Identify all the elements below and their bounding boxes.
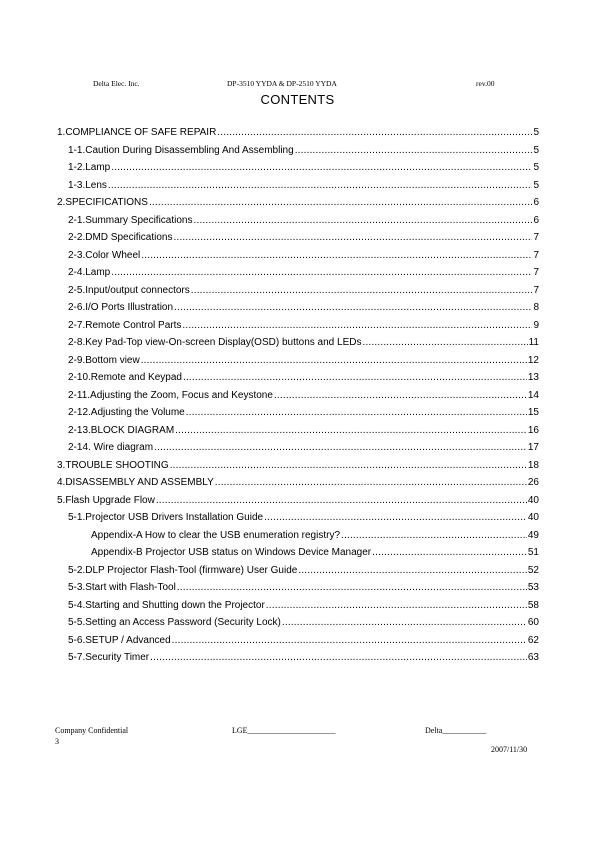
toc-entry-label: 2-2.DMD Specifications — [68, 232, 173, 243]
toc-entry[interactable] — [68, 214, 539, 227]
toc-entry[interactable] — [68, 144, 539, 157]
toc-entry[interactable] — [68, 284, 539, 297]
toc-dot-leader — [150, 651, 527, 664]
toc-entry[interactable] — [68, 371, 539, 384]
toc-entry[interactable] — [57, 494, 539, 507]
toc-entry-page-number: 5 — [533, 162, 539, 173]
page-title: CONTENTS — [260, 92, 335, 107]
toc-entry-label: 2-11.Adjusting the Zoom, Focus and Keystone — [68, 389, 273, 401]
toc-entry[interactable] — [68, 616, 539, 629]
toc-entry[interactable] — [68, 161, 539, 174]
toc-dot-leader — [141, 249, 532, 262]
toc-entry-label: 5-2.DLP Projector Flash-Tool (firmware) User Guide — [68, 564, 298, 576]
toc-entry-label: 2-12.Adjusting the Volume — [68, 407, 185, 418]
toc-entry-label: 3.TROUBLE SHOOTING — [57, 459, 169, 471]
toc-entry[interactable] — [68, 581, 539, 594]
toc-dot-leader — [372, 546, 527, 559]
footer-confidential: Company Confidential — [55, 726, 129, 735]
toc-dot-leader — [108, 179, 533, 192]
toc-dot-leader — [362, 336, 527, 349]
toc-dot-leader — [173, 231, 532, 244]
toc-entry-label: 2.SPECIFICATIONS — [57, 197, 148, 208]
toc-dot-leader — [341, 529, 527, 542]
toc-entry-label: 5-4.Starting and Shutting down the Projector — [68, 599, 265, 611]
toc-entry-page-number: 17 — [527, 442, 539, 453]
toc-entry-page-number: 6 — [533, 197, 539, 208]
toc-entry-label: 1.COMPLIANCE OF SAFE REPAIR — [57, 127, 217, 138]
toc-entry[interactable] — [68, 249, 539, 262]
toc-entry-label: 5-7.Security Timer — [68, 652, 150, 663]
toc-dot-leader — [217, 126, 532, 139]
toc-entry[interactable] — [57, 459, 539, 472]
toc-entry[interactable] — [68, 231, 539, 244]
footer-delta-signature-line: Delta___________ — [425, 726, 487, 735]
toc-entry-page-number: 51 — [527, 547, 539, 558]
toc-entry-label: 2-6.I/O Ports Illustration — [68, 302, 174, 313]
toc-entry-label: 2-8.Key Pad-Top view-On-screen Display(OSD) buttons and LEDs — [68, 337, 362, 348]
toc-entry-page-number: 18 — [527, 459, 539, 471]
toc-dot-leader — [215, 476, 527, 489]
toc-dot-leader — [154, 441, 527, 454]
toc-entry-label: 2-7.Remote Control Parts — [68, 319, 182, 331]
toc-entry-page-number: 14 — [527, 389, 539, 401]
toc-entry-label: Appendix-B Projector USB status on Windows Device Manager — [91, 547, 372, 558]
toc-entry-page-number: 52 — [527, 564, 539, 576]
toc-entry-page-number: 63 — [527, 652, 539, 663]
toc-entry-page-number: 5 — [533, 127, 539, 138]
header-model: DP-3510 YYDA & DP-2510 YYDA — [227, 79, 337, 88]
toc-entry-label: 2-13.BLOCK DIAGRAM — [68, 424, 175, 436]
toc-entry[interactable] — [68, 266, 539, 279]
toc-dot-leader — [298, 564, 527, 577]
toc-entry-label: 2-4.Lamp — [68, 267, 111, 278]
toc-entry-label: 5-1.Projector USB Drivers Installation Guide — [68, 512, 264, 523]
toc-dot-leader — [182, 319, 532, 332]
toc-dot-leader — [175, 424, 527, 437]
header-revision: rev.00 — [476, 79, 495, 88]
footer-lge-signature-line: LGE______________________ — [232, 726, 336, 735]
toc-entry-label: 1-3.Lens — [68, 179, 107, 191]
toc-entry[interactable] — [68, 179, 539, 192]
toc-entry-page-number: 8 — [533, 302, 539, 313]
toc-entry-page-number: 11 — [528, 337, 539, 348]
toc-entry-label: 2-10.Remote and Keypad — [68, 372, 182, 383]
footer-date: 2007/11/30 — [491, 745, 528, 754]
toc-dot-leader — [177, 581, 527, 594]
toc-entry[interactable] — [57, 126, 539, 139]
toc-dot-leader — [156, 494, 527, 507]
toc-dot-leader — [186, 406, 527, 419]
toc-entry[interactable] — [68, 651, 539, 664]
toc-dot-leader — [264, 511, 527, 524]
toc-entry[interactable] — [68, 441, 539, 454]
toc-entry[interactable] — [68, 634, 539, 647]
footer-page-number: 3 — [55, 737, 59, 746]
toc-dot-leader — [149, 196, 532, 209]
toc-entry-label: 5-5.Setting an Access Password (Security Lock) — [68, 617, 281, 628]
toc-entry[interactable] — [68, 511, 539, 524]
toc-entry[interactable] — [68, 389, 539, 402]
toc-dot-leader — [282, 616, 527, 629]
toc-entry[interactable] — [68, 406, 539, 419]
toc-entry-page-number: 12 — [527, 354, 539, 366]
toc-entry[interactable] — [68, 599, 539, 612]
toc-entry-label: 2-1.Summary Specifications — [68, 214, 193, 226]
toc-entry-page-number: 7 — [533, 284, 539, 296]
toc-entry-label: 1-2.Lamp — [68, 162, 111, 173]
toc-entry-label: 5-6.SETUP / Advanced — [68, 634, 171, 646]
toc-entry-page-number: 49 — [527, 529, 539, 541]
toc-entry-page-number: 58 — [527, 599, 539, 611]
toc-entry-page-number: 7 — [533, 249, 539, 261]
toc-entry-label: 5-3.Start with Flash-Tool — [68, 582, 176, 593]
toc-entry[interactable] — [68, 319, 539, 332]
toc-entry[interactable] — [57, 476, 539, 489]
toc-entry-page-number: 7 — [533, 232, 539, 243]
toc-entry-label: 2-3.Color Wheel — [68, 249, 141, 261]
toc-entry-label: 1-1.Caution During Disassembling And Assembling — [68, 144, 294, 156]
toc-entry-page-number: 13 — [527, 372, 539, 383]
toc-entry-page-number: 6 — [533, 214, 539, 226]
toc-entry[interactable] — [91, 529, 539, 542]
header-company: Delta Elec. Inc. — [93, 79, 140, 88]
toc-entry-label: 4.DISASSEMBLY AND ASSEMBLY — [57, 477, 214, 488]
toc-dot-leader — [141, 354, 527, 367]
toc-dot-leader — [111, 161, 532, 174]
toc-entry[interactable] — [68, 336, 539, 349]
toc-dot-leader — [172, 634, 527, 647]
toc-entry[interactable] — [68, 301, 539, 314]
toc-entry-label: 5.Flash Upgrade Flow — [57, 494, 155, 506]
toc-entry-label: Appendix-A How to clear the USB enumeration registry? — [91, 529, 341, 541]
toc-entry-page-number: 5 — [533, 144, 539, 156]
toc-entry-page-number: 26 — [527, 477, 539, 488]
toc-entry-page-number: 7 — [533, 267, 539, 278]
toc-entry-page-number: 9 — [533, 319, 539, 331]
toc-entry-page-number: 40 — [527, 512, 539, 523]
toc-entry-page-number: 5 — [533, 179, 539, 191]
toc-entry[interactable] — [68, 354, 539, 367]
toc-entry-page-number: 40 — [527, 494, 539, 506]
toc-entry-page-number: 16 — [527, 424, 539, 436]
toc-dot-leader — [183, 371, 527, 384]
toc-entry-label: 2-14. Wire diagram — [68, 442, 154, 453]
toc-dot-leader — [274, 389, 527, 402]
toc-dot-leader — [111, 266, 532, 279]
toc-entry-page-number: 15 — [527, 407, 539, 418]
toc-entry[interactable] — [68, 424, 539, 437]
toc-dot-leader — [174, 301, 532, 314]
toc-entry-page-number: 62 — [527, 634, 539, 646]
toc-entry-label: 2-9.Bottom view — [68, 354, 140, 366]
toc-entry[interactable] — [57, 196, 539, 209]
toc-dot-leader — [191, 284, 533, 297]
toc-entry-page-number: 53 — [527, 582, 539, 593]
toc-entry[interactable] — [68, 564, 539, 577]
toc-dot-leader — [170, 459, 527, 472]
toc-dot-leader — [295, 144, 533, 157]
toc-entry[interactable] — [91, 546, 539, 559]
toc-dot-leader — [266, 599, 527, 612]
toc-dot-leader — [194, 214, 533, 227]
toc-entry-label: 2-5.Input/output connectors — [68, 284, 190, 296]
toc-entry-page-number: 60 — [527, 617, 539, 628]
